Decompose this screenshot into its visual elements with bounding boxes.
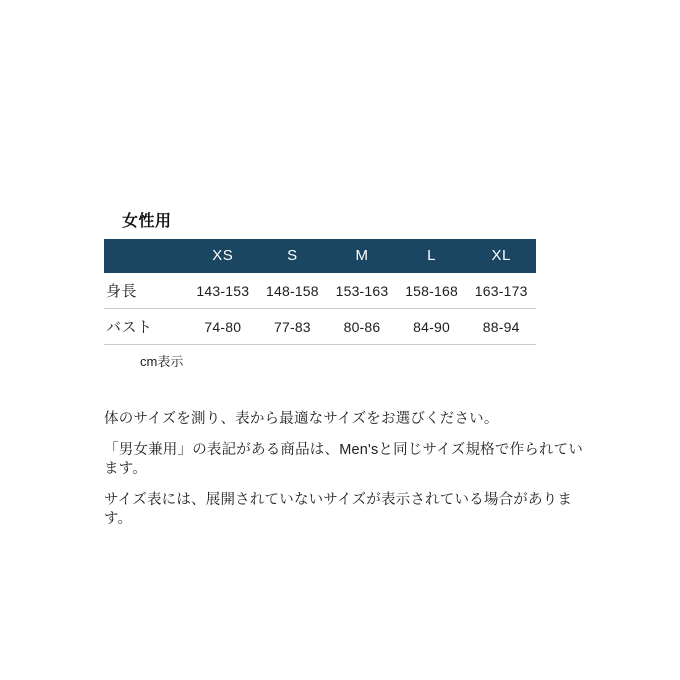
size-table-body	[104, 273, 536, 345]
table-row	[104, 273, 536, 309]
cell-height-l: 158-168	[397, 273, 467, 309]
table-row	[104, 309, 536, 345]
cell-height-xl: 163-173	[466, 273, 536, 309]
column-header-xs: XS	[188, 239, 258, 273]
page-title: 女性用	[122, 213, 172, 230]
column-header-s: S	[258, 239, 328, 273]
notes-block	[104, 410, 584, 530]
table-corner-cell	[104, 239, 188, 273]
cell-bust-xs: 74-80	[188, 309, 258, 345]
note-line-1: 体のサイズを測り、表から最適なサイズをお選びください。	[104, 411, 499, 427]
note-line-2: 「男女兼用」の表記がある商品は、Men'sと同じサイズ規格で作られています。	[104, 441, 584, 478]
cell-bust-m: 80-86	[327, 309, 397, 345]
column-header-l: L	[397, 239, 467, 273]
cell-bust-l: 84-90	[397, 309, 467, 345]
cell-height-m: 153-163	[327, 273, 397, 309]
note-line-3: サイズ表には、展開されていないサイズが表示されている場合があります。	[104, 491, 573, 528]
column-header-m: M	[327, 239, 397, 273]
row-label-height: 身長	[104, 273, 188, 309]
cell-height-s: 148-158	[258, 273, 328, 309]
cell-bust-s: 77-83	[258, 309, 328, 345]
size-table	[104, 239, 536, 345]
cell-height-xs: 143-153	[188, 273, 258, 309]
unit-note: cm表示	[140, 354, 184, 369]
column-header-xl: XL	[466, 239, 536, 273]
size-table-head	[104, 239, 536, 273]
size-chart-content	[104, 208, 584, 541]
table-header-row	[104, 239, 536, 273]
cell-bust-xl: 88-94	[466, 309, 536, 345]
row-label-bust: バスト	[104, 309, 188, 345]
